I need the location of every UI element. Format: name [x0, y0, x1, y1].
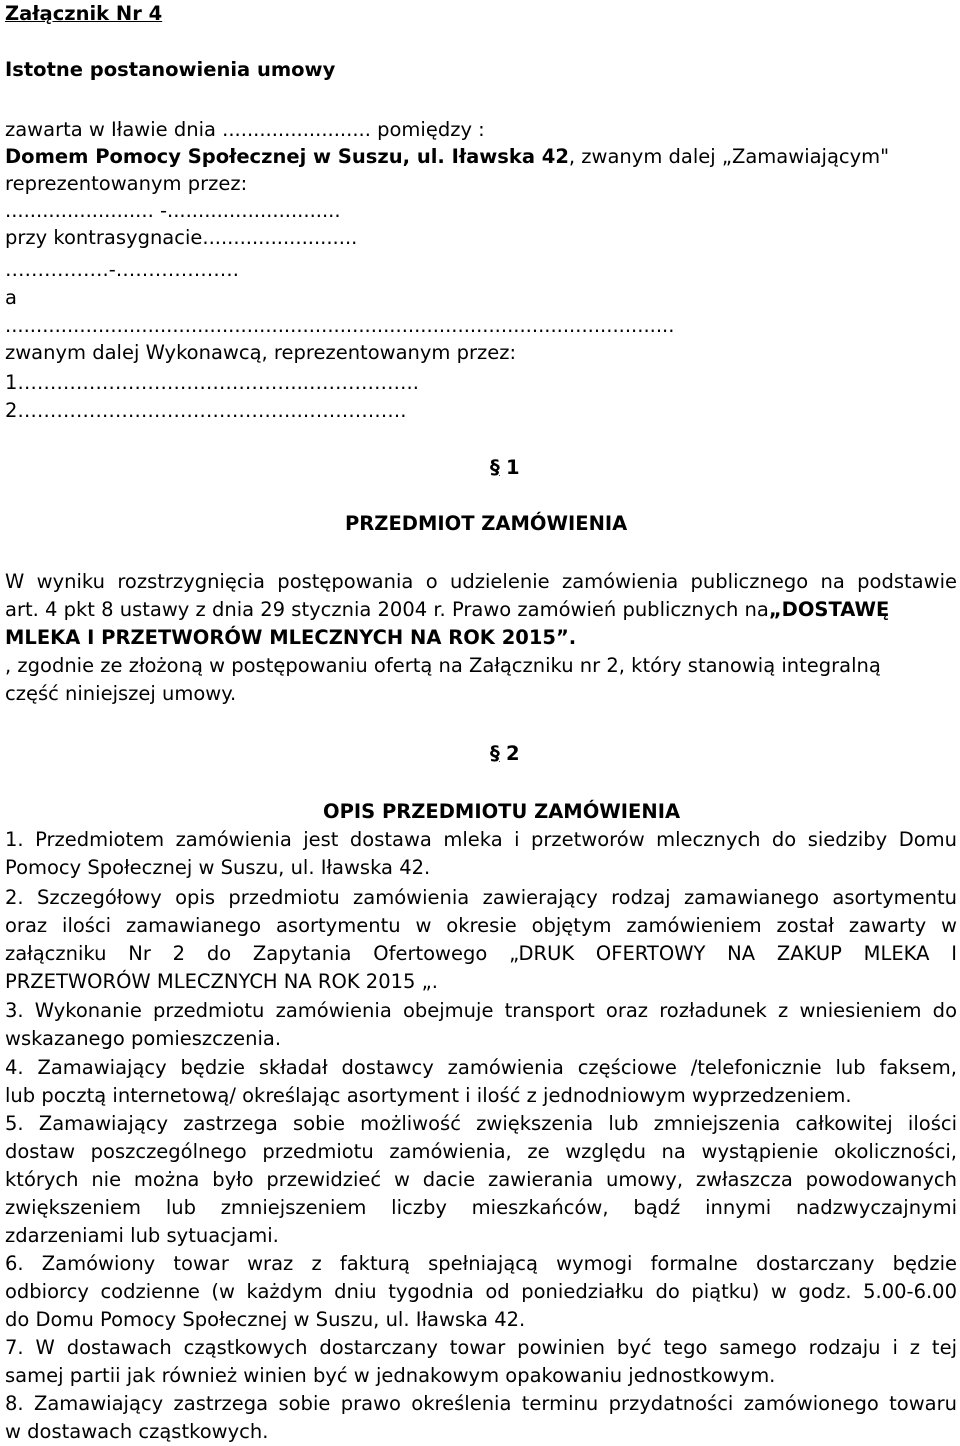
contracting-party-name: Domem Pomocy Społecznej w Suszu, ul. Iławska 42 — [5, 145, 569, 168]
section-2-line: Pomocy Społecznej w Suszu, ul. Iławska 42. — [5, 856, 431, 879]
intro-line-8: ............................................................................................................ — [5, 314, 675, 337]
section-2-heading — [490, 740, 520, 767]
subject-title-start: „DOSTAWĘ — [768, 598, 890, 621]
section-2-line: zdarzeniami lub sytuacjami. — [5, 1224, 279, 1247]
section-2-line: odbiorcy codzienne (w każdym dniu tygodnia od poniedziałku do piątku) w godz. 5.00-6.00 — [5, 1280, 957, 1303]
section-1-paragraph-line-1: W wyniku rozstrzygnięcia postępowania o udzielenie zamówienia publicznego na podstawie — [5, 570, 957, 593]
section-2-line: lub pocztą internetową/ określając asortyment i ilość z jednodniowym wyprzedzeniem. — [5, 1084, 852, 1107]
intro-line-1: zawarta w Iławie dnia ........................ pomiędzy : — [5, 118, 485, 141]
section-2-line: 6. Zamówiony towar wraz z fakturą spełniającą wymogi formalne dostarczany będzie — [5, 1252, 957, 1275]
section-1-title: PRZEDMIOT ZAMÓWIENIA — [345, 512, 628, 535]
intro-line-5: przy kontrasygnacie......................... — [5, 226, 358, 249]
intro-line-9: zwanym dalej Wykonawcą, reprezentowanym przez: — [5, 341, 517, 364]
section-sign: § — [490, 456, 500, 479]
intro-line-11: 2……………………………………..……………. — [5, 399, 407, 422]
intro-line-2 — [5, 143, 889, 170]
section-2-title: OPIS PRZEDMIOTU ZAMÓWIENIA — [323, 800, 681, 823]
section-2-line: 2. Szczegółowy opis przedmiotu zamówienia zawierający rodzaj zamawianego asortymentu — [5, 886, 957, 909]
section-2-line: których nie można było przewidzieć w dacie zawierania umowy, zwłaszcza powodowanych — [5, 1168, 957, 1191]
section-2-line: w dostawach cząstkowych. — [5, 1420, 269, 1443]
section-2-line: 7. W dostawach cząstkowych dostarczany towar powinien być tego samego rodzaju i z tej — [5, 1336, 957, 1359]
section-2-line: 1. Przedmiotem zamówienia jest dostawa mleka i przetworów mlecznych do siedziby Domu — [5, 828, 957, 851]
intro-line-7: a — [5, 286, 17, 309]
intro-line-6: …………….-………………. — [5, 258, 239, 281]
section-2-line: załączniku Nr 2 do Zapytania Ofertowego „DRUK OFERTOWY NA ZAKUP MLEKA I — [5, 942, 957, 965]
section-1-paragraph-line-3: MLEKA I PRZETWORÓW MLECZNYCH NA ROK 2015”. — [5, 626, 577, 649]
intro-line-3: reprezentowanym przez: — [5, 172, 248, 195]
section-2-line: 3. Wykonanie przedmiotu zamówienia obejmuje transport oraz rozładunek z wniesieniem do — [5, 999, 957, 1022]
section-2-line: dostaw poszczególnego przedmiotu zamówienia, ze względu na wystąpienie okoliczności, — [5, 1140, 957, 1163]
contracting-party-alias: , zwanym dalej „Zamawiającym" — [568, 145, 890, 168]
annex-label: Załącznik Nr 4 — [5, 2, 163, 25]
section-2-line: wskazanego pomieszczenia. — [5, 1027, 282, 1050]
document-title: Istotne postanowienia umowy — [5, 58, 336, 81]
section-1-paragraph-line-4: , zgodnie ze złożoną w postępowaniu ofertą na Załączniku nr 2, który stanowią integralną — [5, 654, 881, 677]
section-2-line: 8. Zamawiający zastrzega sobie prawo określenia terminu przydatności zamówionego towaru — [5, 1392, 957, 1415]
section-1-heading — [490, 454, 520, 481]
legal-basis-text: art. 4 pkt 8 ustawy z dnia 29 stycznia 2004 r. Prawo zamówień publicznych na — [5, 598, 769, 621]
intro-line-10: 1……………………………………...…………….. — [5, 371, 419, 394]
section-2-line: samej partii jak również winien być w jednakowym opakowaniu jednostkowym. — [5, 1364, 776, 1387]
section-1-number: 1 — [505, 456, 520, 479]
section-sign: § — [490, 742, 500, 765]
intro-line-4: ........................ -............................ — [5, 199, 341, 222]
section-2-line: 5. Zamawiający zastrzega sobie możliwość zwiększenia lub zmniejszenia całkowitej ilości — [5, 1112, 957, 1135]
section-1-paragraph-line-2 — [5, 596, 889, 623]
section-2-line: PRZETWORÓW MLECZNYCH NA ROK 2015 „. — [5, 970, 438, 993]
section-2-line: zwiększeniem lub zmniejszeniem liczby mieszkańców, bądź innymi nadzwyczajnymi — [5, 1196, 957, 1219]
section-1-paragraph-line-5: część niniejszej umowy. — [5, 682, 237, 705]
section-2-line: 4. Zamawiający będzie składał dostawcy zamówienia częściowe /telefonicznie lub faksem, — [5, 1056, 957, 1079]
section-2-number: 2 — [505, 742, 520, 765]
section-2-line: do Domu Pomocy Społecznej w Suszu, ul. Iławska 42. — [5, 1308, 526, 1331]
section-2-line: oraz ilości zamawianego asortymentu w okresie objętym zamówieniem został zawarty w — [5, 914, 957, 937]
